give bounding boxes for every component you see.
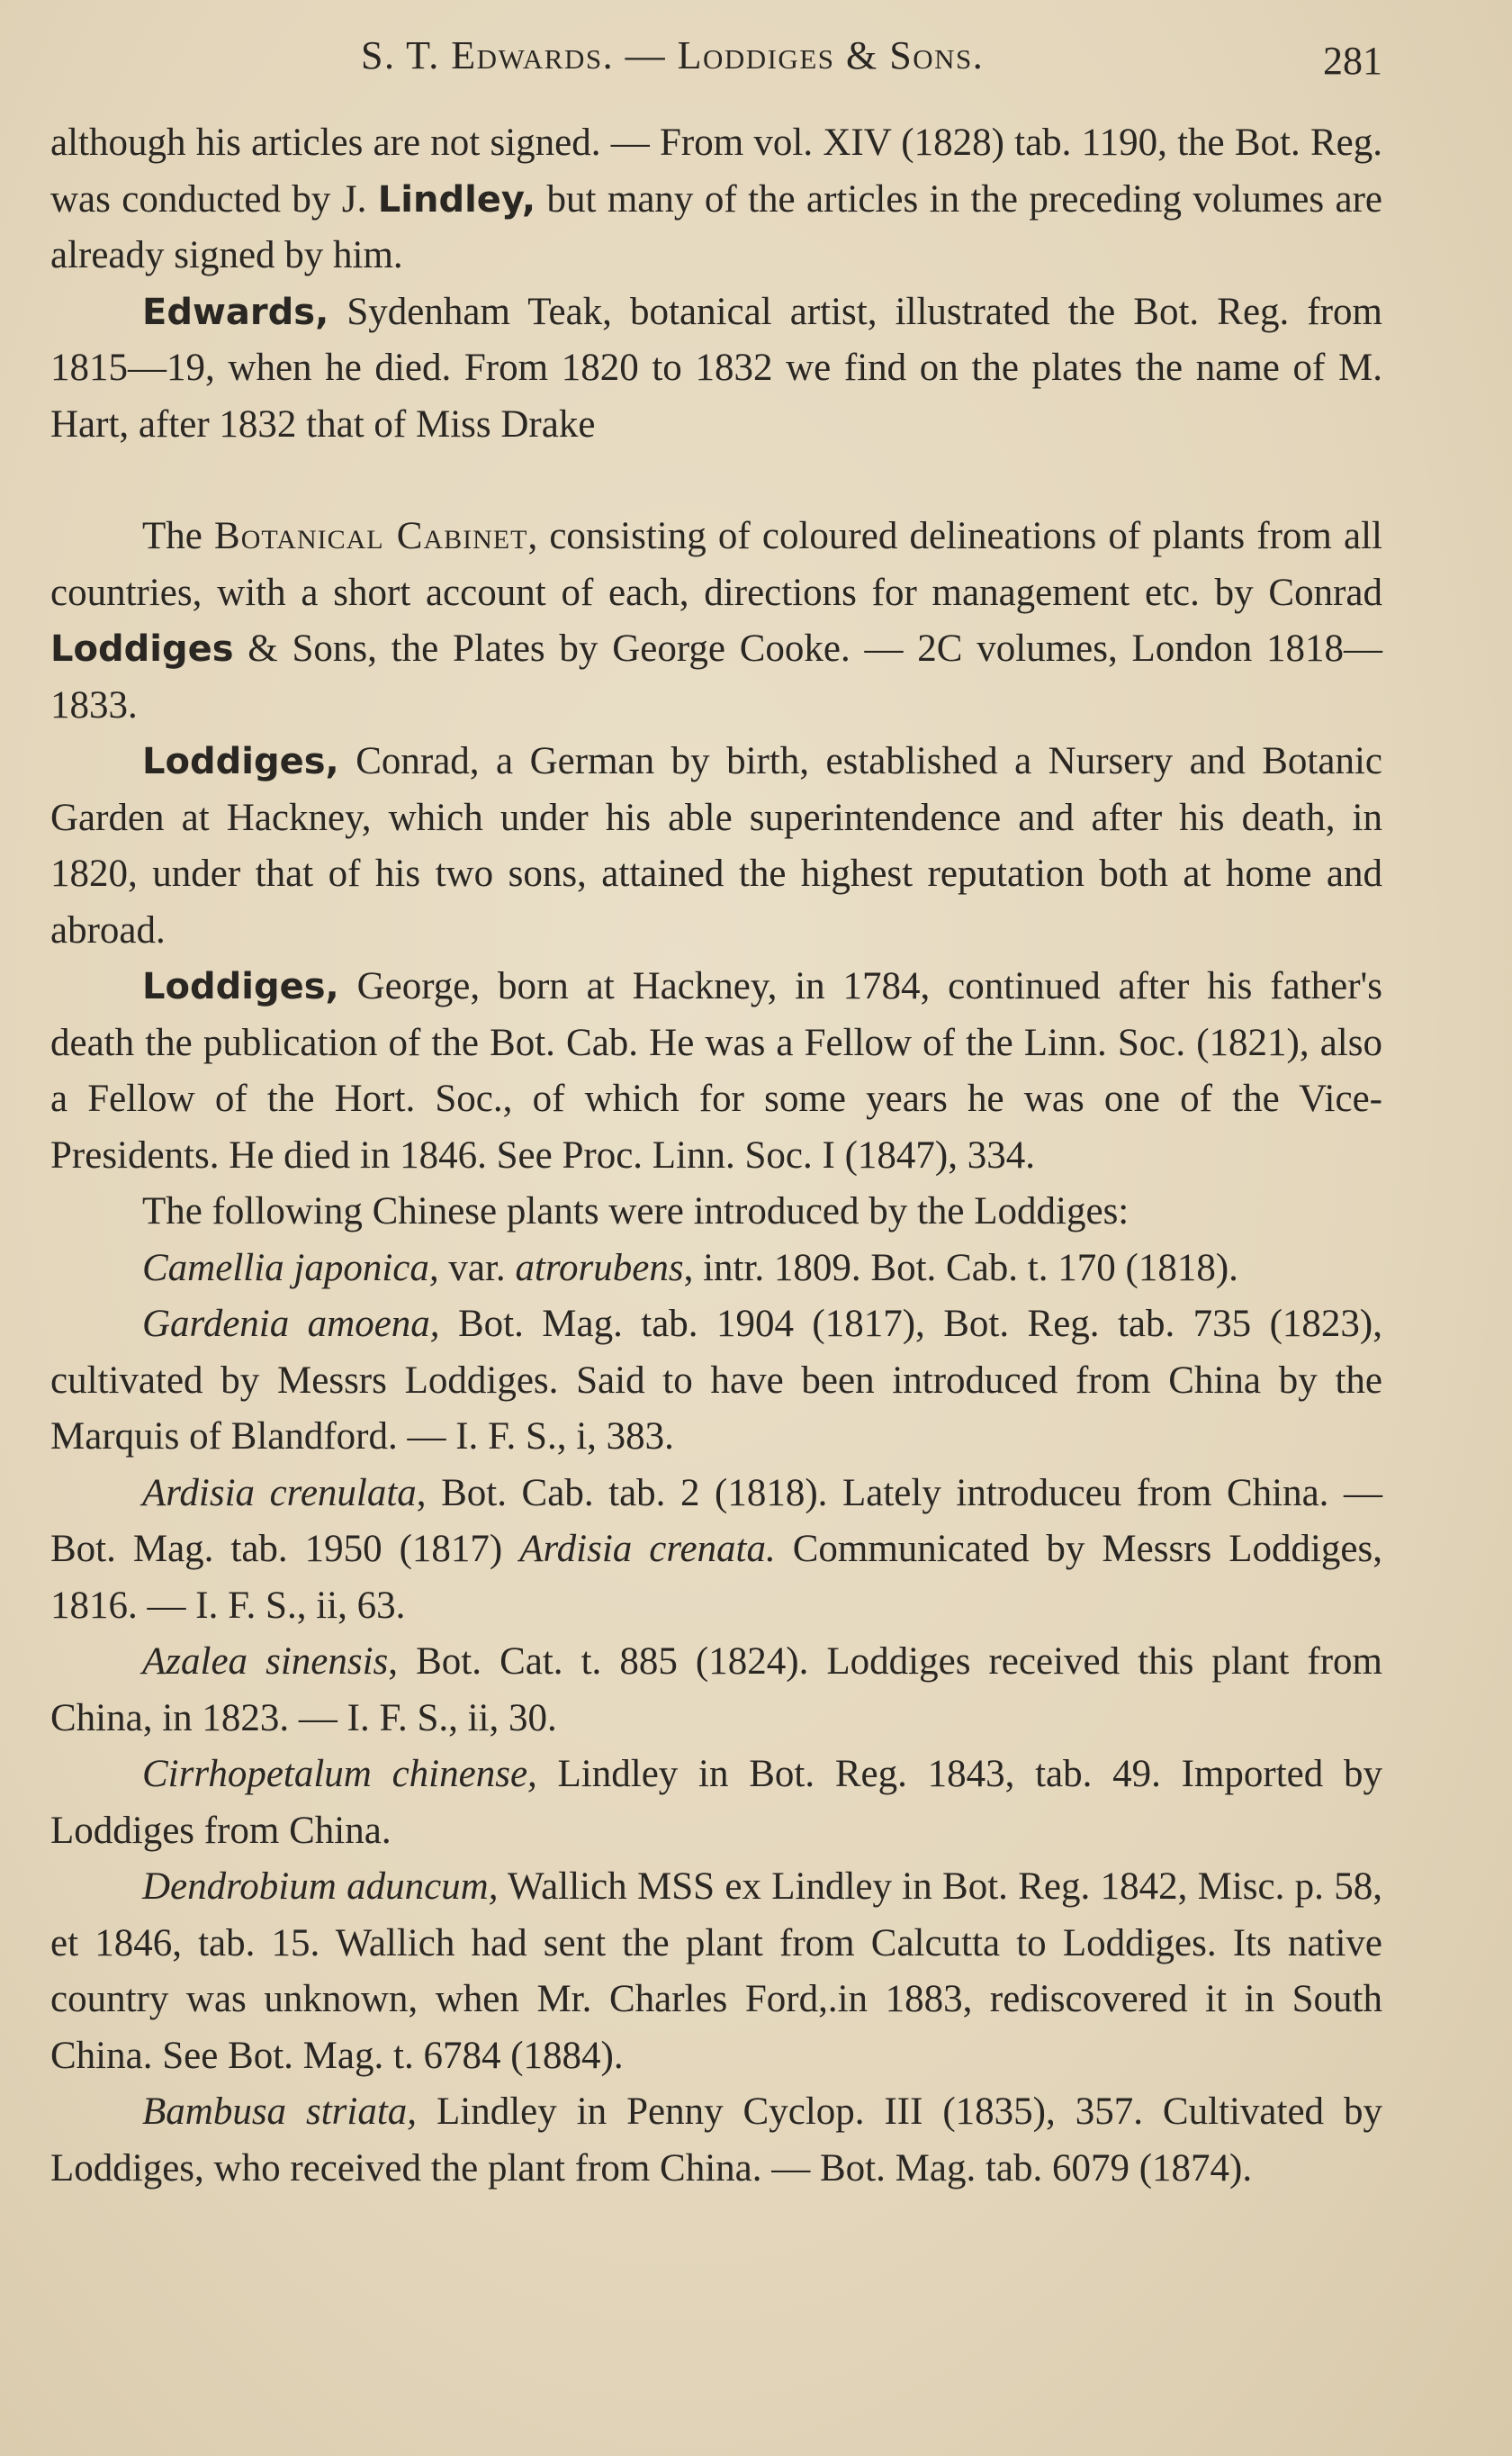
paragraph-conrad-loddiges — [50, 734, 1382, 959]
species-name: Dendrobium aduncum, — [142, 1865, 499, 1908]
paragraph-text: but many of the articles in the preceding volumes are already signed by him. — [50, 177, 1383, 276]
paragraph-text: George, born at Hackney, in 1784, continued after his father's death the publication of the Bot. Cab. He was a Fellow of the Linn. Soc. (1821), also a Fellow of the Hort. Soc., of which for some years he was one of the Vice-Presidents. He died in 1846. See Proc. Linn. Soc. I (1847), 334. — [50, 965, 1382, 1177]
entry-dendrobium — [50, 1859, 1382, 2084]
species-name: Cirrhopetalum chinense, — [142, 1753, 537, 1795]
page-number: 281 — [1323, 39, 1382, 83]
paragraph-botanical-cabinet — [50, 509, 1382, 734]
paragraph-text: , intr. 1809. Bot. Cab. t. 170 (1818). — [683, 1246, 1238, 1289]
paragraph-text: The following Chinese plants were introduced by the Loddiges: — [142, 1190, 1130, 1233]
person-name-loddiges: Loddiges, — [142, 741, 339, 782]
person-name-loddiges: Loddiges — [50, 628, 234, 670]
person-name-loddiges: Loddiges, — [142, 966, 339, 1007]
paragraph-text: & Sons, the Plates by George Cooke. — 2C volumes, London 1818—1833. — [50, 628, 1382, 727]
section-gap — [50, 453, 1382, 509]
entry-camellia — [50, 1241, 1382, 1297]
paragraph-george-loddiges — [50, 959, 1382, 1184]
running-head: S. T. Edwards. — Loddiges & Sons. — [361, 33, 985, 77]
paragraph-text: Bot. Mag. tab. 1904 (1817), Bot. Reg. tab. 735 (1823), cultivated by Messrs Loddiges. Said to have been introduced from China by the Marquis of Blandford. — I. F. S., i, 383. — [50, 1303, 1382, 1458]
species-name: Camellia japonica, — [142, 1246, 439, 1289]
entry-gardenia — [50, 1296, 1382, 1466]
paragraph-text: Lindley in Penny Cyclop. III (1835), 357. Cultivated by Loddiges, who received the plant from China. — Bot. Mag. tab. 6079 (1874). — [50, 2090, 1382, 2190]
species-name: Bambusa striata, — [142, 2090, 418, 2133]
paragraph-text: Conrad, a German by birth, established a Nursery and Botanic Garden at Hackney, which under his able superintendence and after his death, in 1820, under that of his two sons, attained the highest reputation both at home and abroad. — [50, 740, 1382, 952]
variety-name: atrorubens — [515, 1246, 684, 1289]
species-name: Gardenia amoena, — [142, 1303, 440, 1345]
paragraph-text: , Bot. Cab. tab. 2 (1818). Lately introduceu from China. — Bot. Mag. tab. 1950 (1817) — [50, 1471, 1382, 1570]
paragraph-text: The — [142, 515, 215, 557]
page-header — [50, 32, 1382, 95]
entry-ardisia — [50, 1466, 1382, 1635]
paragraph-introduction — [50, 1184, 1382, 1241]
paragraph-edwards — [50, 284, 1382, 454]
paragraph-text: Wallich MSS ex Lindley in Bot. Reg. 1842, Misc. p. 58, et 1846, tab. 15. Wallich had sent the plant from Calcutta to Loddiges. Its native country was unknown, when Mr. Charles Ford,.in 1883, rediscovered it in South China. See Bot. Mag. t. 6784 (1884). — [50, 1865, 1382, 2077]
species-name: Ardisia crenata. — [519, 1528, 776, 1570]
entry-bambusa — [50, 2084, 1382, 2197]
species-name: Azalea sinensis — [142, 1640, 389, 1683]
entry-azalea — [50, 1634, 1382, 1747]
publication-title: Botanical Cabinet — [214, 515, 528, 557]
person-name-lindley: Lindley, — [377, 178, 536, 221]
paragraph-text: Lindley in Bot. Reg. 1843, tab. 49. Imported by Loddiges from China. — [50, 1753, 1382, 1852]
entry-cirrhopetalum — [50, 1747, 1382, 1859]
paragraph-text: var. — [438, 1246, 516, 1289]
paragraph-lindley — [50, 115, 1382, 284]
paragraph-text: Communicated by Messrs Loddiges, 1816. — I. F. S., ii, 63. — [50, 1528, 1382, 1627]
paragraph-text: although his articles are not signed. — From vol. XIV (1828) tab. 1190, the Bot. Reg. was conducted by J. — [50, 122, 1382, 221]
paragraph-text: , consisting of coloured delineations of plants from all countries, with a short account of each, directions for management etc. by Conrad — [50, 515, 1382, 614]
species-name: Ardisia crenulata — [142, 1471, 417, 1514]
body-text — [50, 115, 1382, 2197]
paragraph-text: , Bot. Cat. t. 885 (1824). Loddiges received this plant from China, in 1823. — I. F. S., ii, 30. — [50, 1640, 1383, 1739]
person-name-edwards: Edwards, — [142, 291, 329, 333]
paragraph-text: Sydenham Teak, botanical artist, illustrated the Bot. Reg. from 1815—19, when he died. From 1820 to 1832 we find on the plates the name of M. Hart, after 1832 that of Miss Drake — [50, 290, 1382, 446]
